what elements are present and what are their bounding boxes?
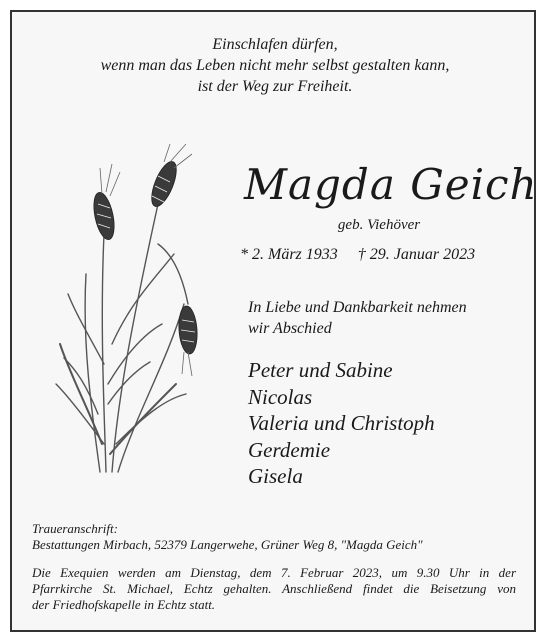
birth-name: geb. Viehöver bbox=[337, 217, 421, 233]
opening-quote bbox=[12, 34, 538, 97]
quote-line: wenn man das Leben nicht mehr selbst gestalten kann, bbox=[100, 57, 450, 74]
quote-line: Einschlafen dürfen, bbox=[212, 36, 338, 53]
birth-date: * 2. März 1933 bbox=[240, 246, 338, 263]
life-dates bbox=[240, 246, 530, 264]
address-label: Traueranschrift: bbox=[32, 521, 118, 536]
funeral-notice bbox=[32, 565, 516, 613]
mourner: Gerdemie bbox=[248, 437, 331, 462]
farewell-line: wir Abschied bbox=[248, 320, 332, 337]
farewell-text bbox=[248, 297, 467, 339]
address-text: Bestattungen Mirbach, 52379 Langerwehe, Grüner Weg 8, "Magda Geich" bbox=[32, 537, 423, 552]
death-date: † 29. Januar 2023 bbox=[357, 246, 476, 263]
mourner: Peter und Sabine bbox=[248, 358, 393, 382]
mourner: Valeria und Christoph bbox=[248, 411, 435, 435]
mourners-list bbox=[248, 357, 435, 490]
funeral-notice-line: Pfarrkirche St. Michael, Echtz gehalten. Anschließend findet die Beisetzung von bbox=[32, 581, 516, 596]
mourner: Gisela bbox=[248, 464, 303, 488]
quote-line: ist der Weg zur Freiheit. bbox=[197, 78, 353, 95]
deceased-name: Magda Geich bbox=[244, 160, 538, 209]
wheat-illustration bbox=[46, 144, 206, 484]
mourner: Nicolas bbox=[248, 384, 313, 409]
farewell-line: In Liebe und Dankbarkeit nehmen bbox=[248, 299, 467, 316]
funeral-notice-line: der Friedhofskapelle in Echtz statt. bbox=[32, 597, 216, 612]
obituary-card bbox=[10, 10, 536, 632]
funeral-notice-line: Die Exequien werden am Dienstag, dem 7. Februar 2023, um 9.30 Uhr in der bbox=[32, 565, 516, 580]
mourning-address bbox=[32, 521, 423, 553]
